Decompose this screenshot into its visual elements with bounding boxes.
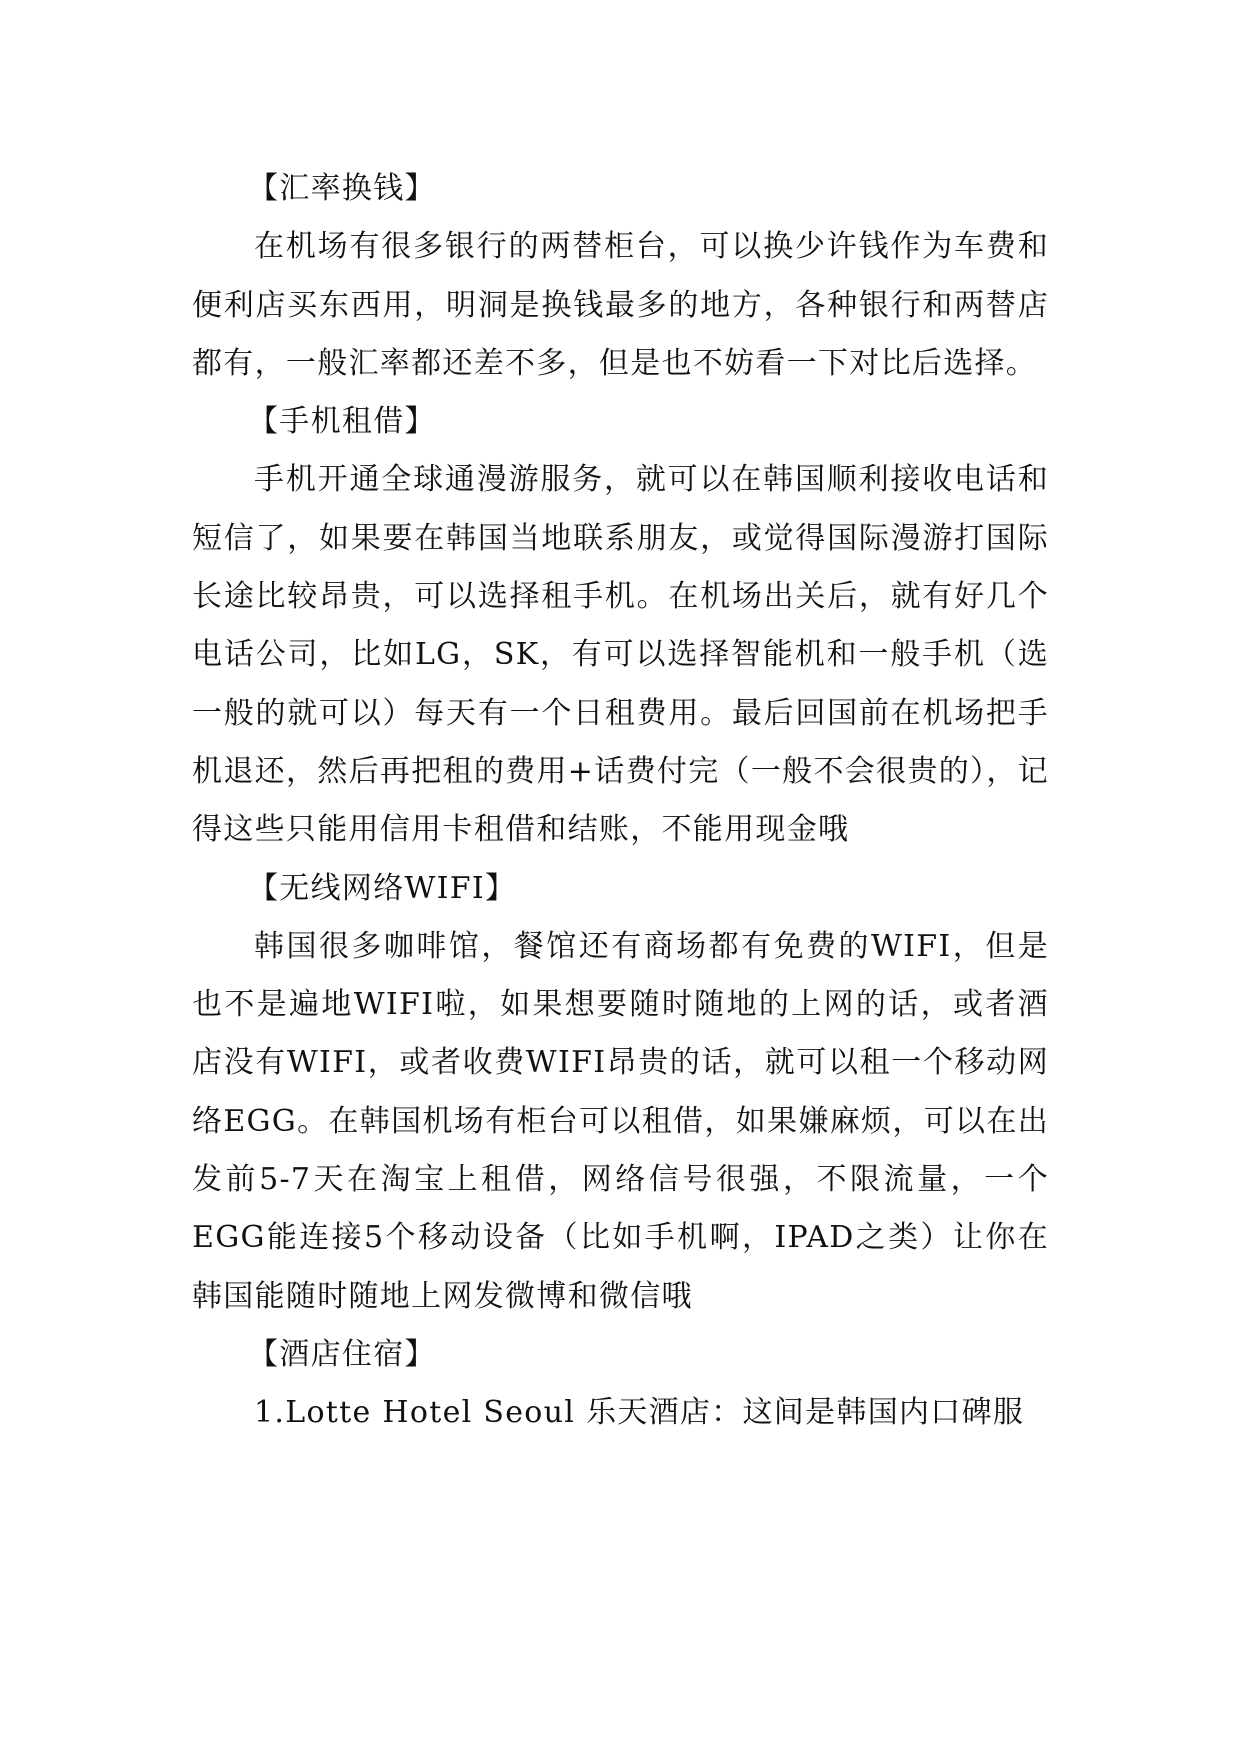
section-paragraph: 韩国很多咖啡馆，餐馆还有商场都有免费的WIFI，但是也不是遍地WIFI啦，如果想要随时随地的上网的话，或者酒店没有WIFI，或者收费WIFI昂贵的话，就可以租一个移动网络EGG。在韩国机场有柜台可以租借，如果嫌麻烦，可以在出发前5-7天在淘宝上租借，网络信号很强，不限流量，一个EGG能连接5个移动设备（比如手机啊，IPAD之类）让你在韩国能随时随地上网发微博和微信哦 (192, 928, 1049, 1314)
section-exchange (192, 160, 1049, 393)
document-page (192, 160, 1049, 1443)
section-wifi (192, 860, 1049, 1326)
section-paragraph: 手机开通全球通漫游服务，就可以在韩国顺利接收电话和短信了，如果要在韩国当地联系朋友，或觉得国际漫游打国际长途比较昂贵，可以选择租手机。在机场出关后，就有好几个电话公司，比如LG，SK，有可以选择智能机和一般手机（选一般的就可以）每天有一个日租费用。最后回国前在机场把手机退还，然后再把租的费用+话费付完（一般不会很贵的），记得这些只能用信用卡租借和结账，不能用现金哦 (192, 462, 1049, 848)
section-heading: 【汇率换钱】 (248, 171, 436, 206)
section-hotel (192, 1326, 1049, 1443)
section-paragraph: 1.Lotte Hotel Seoul 乐天酒店：这间是韩国内口碑服 (254, 1395, 1025, 1431)
section-heading: 【无线网络WIFI】 (248, 870, 517, 906)
section-heading: 【酒店住宿】 (248, 1336, 436, 1372)
section-heading: 【手机租借】 (248, 404, 436, 440)
section-paragraph: 在机场有很多银行的两替柜台，可以换少许钱作为车费和便利店买东西用，明洞是换钱最多的地方，各种银行和两替店都有，一般汇率都还差不多，但是也不妨看一下对比后选择。 (192, 229, 1049, 381)
section-phone-rental (192, 393, 1049, 859)
